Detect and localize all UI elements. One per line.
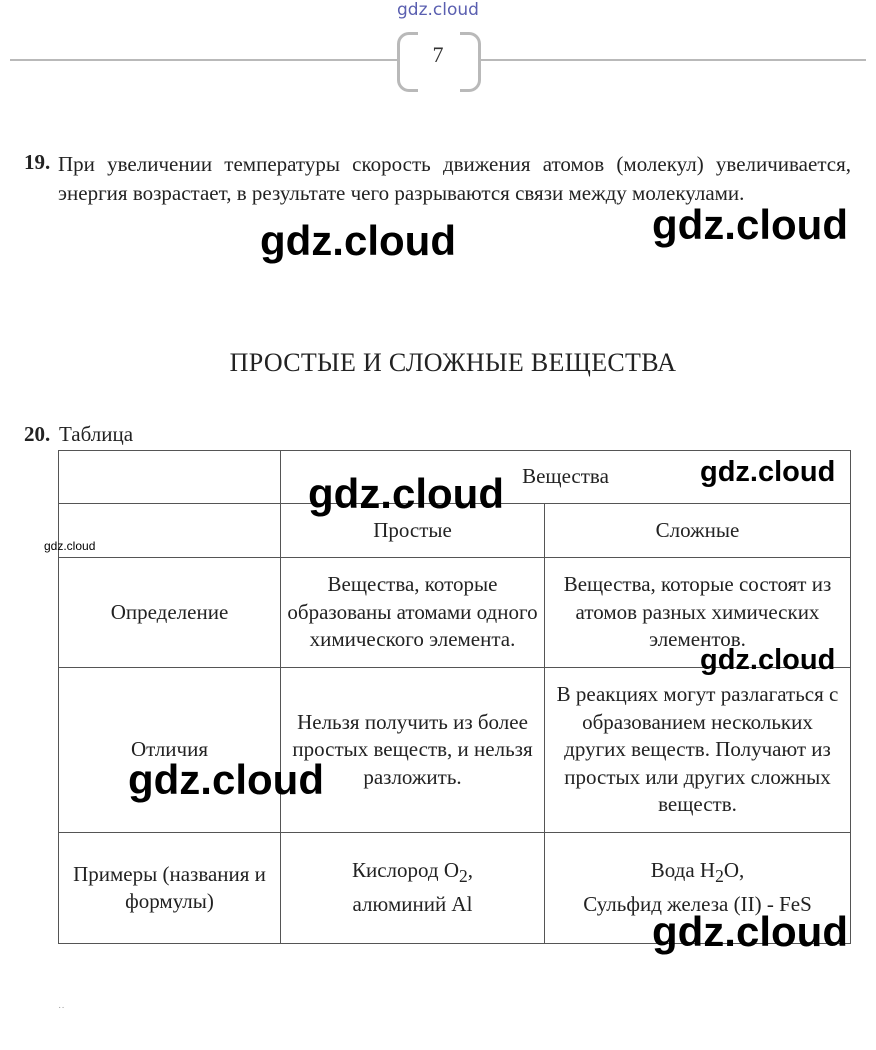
table-group-header: Вещества	[281, 451, 851, 504]
page-number: 7	[432, 42, 444, 67]
row-label-differences: Отличия	[59, 668, 281, 833]
substances-table	[58, 450, 851, 944]
header-watermark: gdz.cloud	[397, 0, 479, 20]
task-19-number: 19.	[24, 150, 51, 174]
task-19-text: При увеличении температуры скорость движения атомов (молекул) увеличивается, энергия возрастает, в результате чего разрываются связи между молекулами.	[58, 152, 851, 205]
watermark: gdz.cloud	[128, 756, 324, 803]
header-rule-right	[478, 59, 866, 61]
watermark: gdz.cloud	[652, 201, 848, 248]
column-header-simple: Простые	[281, 504, 545, 558]
header-rule-left	[10, 59, 397, 61]
example-oxygen: Кислород $O_2$,	[351, 858, 474, 887]
differences-simple: Нельзя получить из более простых веществ, и нельзя разложить.	[281, 668, 545, 833]
table-row	[59, 668, 851, 833]
examples-simple	[281, 833, 545, 944]
row-label-definition: Определение	[59, 558, 281, 668]
footer-mark: ˙˙	[58, 1006, 65, 1017]
page-number-bracket-left	[397, 32, 418, 92]
column-header-complex: Сложные	[545, 504, 851, 558]
task-20-title: Таблица	[59, 422, 134, 446]
table-corner-cell	[59, 451, 281, 504]
watermark: gdz.cloud	[700, 644, 836, 676]
section-heading: ПРОСТЫЕ И СЛОЖНЫЕ ВЕЩЕСТВА	[229, 348, 677, 377]
example-water: Вода $H_2O$,	[650, 858, 745, 887]
watermark: gdz.cloud	[44, 539, 96, 553]
differences-complex: В реакциях могут разлагаться с образованием нескольких других веществ. Получают из простых или других сложных веществ.	[545, 668, 851, 833]
page-number-bracket-right	[460, 32, 481, 92]
task-20-number: 20.	[24, 422, 51, 446]
definition-simple: Вещества, которые образованы атомами одного химического элемента.	[281, 558, 545, 668]
example-aluminium: алюминий Al	[352, 892, 473, 917]
watermark: gdz.cloud	[700, 456, 836, 488]
watermark: gdz.cloud	[652, 908, 848, 955]
example-iron-sulfide: Сульфид железа (II) - FeS	[583, 892, 812, 917]
watermark: gdz.cloud	[308, 470, 504, 517]
watermark: gdz.cloud	[260, 217, 456, 264]
row-label-examples: Примеры (названия и формулы)	[59, 833, 281, 944]
definition-complex: Вещества, которые состоят из атомов разных химических элементов.	[545, 558, 851, 668]
